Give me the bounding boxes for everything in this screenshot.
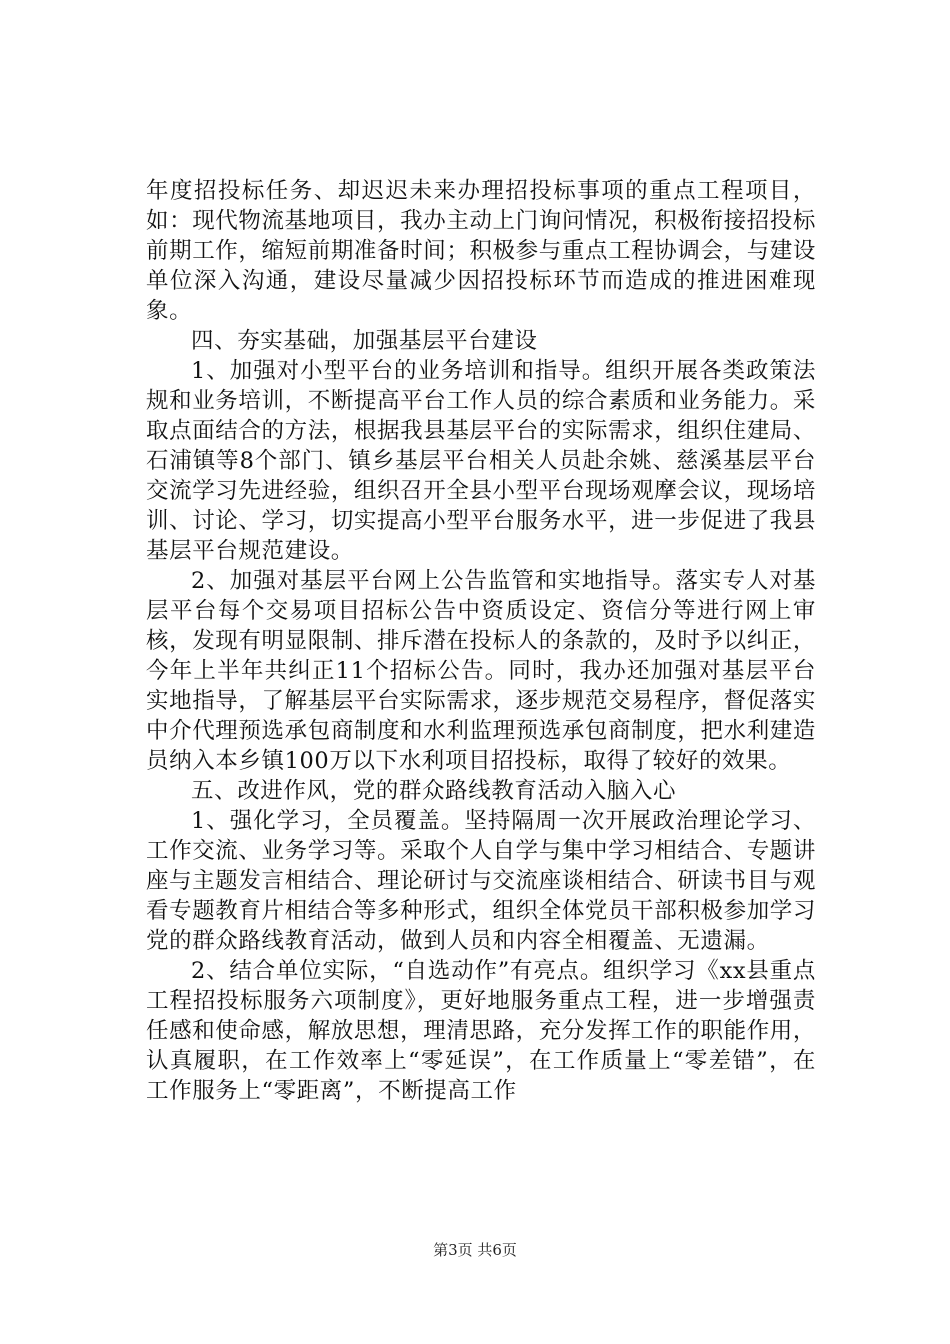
paragraph-4-2: 2、加强对基层平台网上公告监管和实地指导。落实专人对基层平台每个交易项目招标公告中资质设定、资信分等进行网上审核，发现有明显限制、排斥潜在投标人的条款的，及时予以纠正，今年上半年共纠正11个招标公告。同时，我办还加强对基层平台实地指导，了解基层平台实际需求，逐步规范交易程序，督促落实中介代理预选承包商制度和水利监理预选承包商制度，把水利建造员纳入本乡镇100万以下水利项目招投标，取得了较好的效果。	[146, 568, 816, 774]
paragraph-continuation: 年度招投标任务、却迟迟未来办理招投标事项的重点工程项目，如：现代物流基地项目，我办主动上门询问情况，积极衔接招投标前期工作，缩短前期准备时间；积极参与重点工程协调会，与建设单位深入沟通，建设尽量减少因招投标环节而造成的推进困难现象。	[146, 178, 816, 324]
paragraph-5-1: 1、强化学习，全员覆盖。坚持隔周一次开展政治理论学习、工作交流、业务学习等。采取个人自学与集中学习相结合、专题讲座与主题发言相结合、理论研讨与交流座谈相结合、研读书目与观看专题教育片相结合等多种形式，组织全体党员干部积极参加学习党的群众路线教育活动，做到人员和内容全相覆盖、无遗漏。	[146, 808, 816, 954]
section-heading-5: 五、改进作风，党的群众路线教育活动入脑入心	[191, 778, 677, 804]
document-body	[146, 176, 816, 1106]
paragraph-5-2: 2、结合单位实际，“自选动作”有亮点。组织学习《xx县重点工程招投标服务六项制度》，更好地服务重点工程，进一步增强责任感和使命感，解放思想，理清思路，充分发挥工作的职能作用，认真履职，在工作效率上“零延误”，在工作质量上“零差错”，在工作服务上“零距离”，不断提高工作	[146, 958, 816, 1104]
section-heading-4: 四、夯实基础，加强基层平台建设	[191, 328, 538, 354]
paragraph-4-1: 1、加强对小型平台的业务培训和指导。组织开展各类政策法规和业务培训，不断提高平台工作人员的综合素质和业务能力。采取点面结合的方法，根据我县基层平台的实际需求，组织住建局、石浦镇等8个部门、镇乡基层平台相关人员赴余姚、慈溪基层平台交流学习先进经验，组织召开全县小型平台现场观摩会议，现场培训、讨论、学习，切实提高小型平台服务水平，进一步促进了我县基层平台规范建设。	[146, 358, 816, 564]
page-number-footer: 第3页 共6页	[433, 1241, 517, 1259]
